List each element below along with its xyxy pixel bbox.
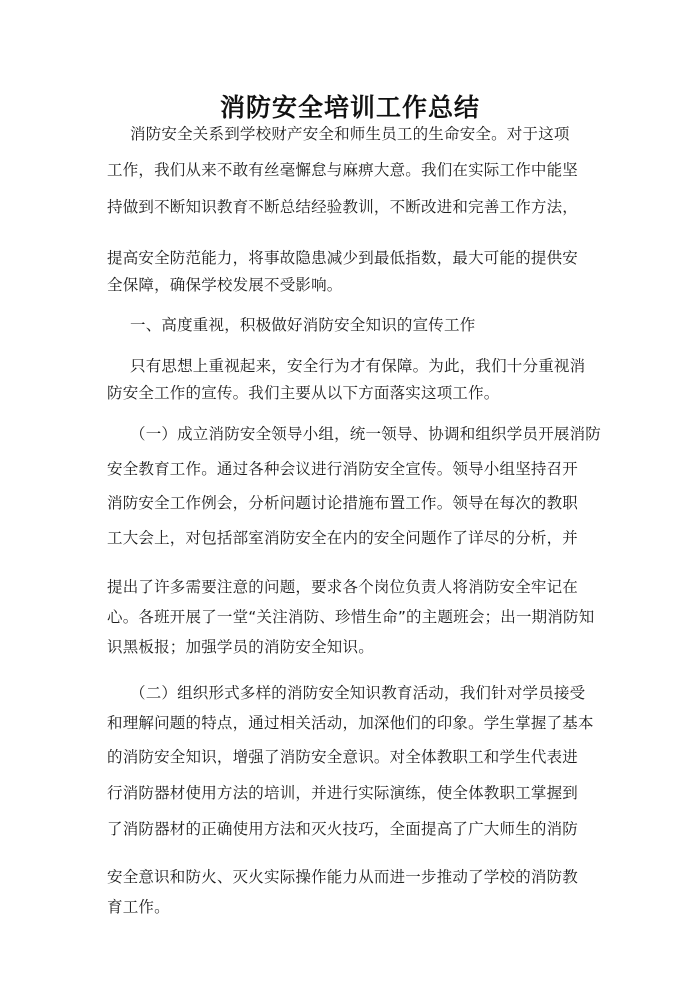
- paragraph-line: 全保障，确保学校发展不受影响。: [107, 276, 343, 294]
- paragraph-line: 消防安全工作例会，分析问题讨论措施布置工作。领导在每次的教职: [107, 494, 579, 512]
- paragraph-line: 安全意识和防火、灭火实际操作能力从而进一步推动了学校的消防教: [107, 868, 579, 886]
- paragraph-line: 育工作。: [107, 898, 170, 916]
- paragraph-line: 提高安全防范能力，将事故隐患减少到最低指数，最大可能的提供安: [107, 249, 579, 267]
- paragraph-line: 心。各班开展了一堂“关注消防、珍惜生命”的主题班会；出一期消防知: [107, 608, 595, 626]
- paragraph-line: 防安全工作的宣传。我们主要从以下方面落实这项工作。: [107, 384, 500, 402]
- paragraph-line: 行消防器材使用方法的培训，并进行实际演练，使全体教职工掌握到: [107, 784, 579, 802]
- paragraph-line: （二）组织形式多样的消防安全知识教育活动，我们针对学员接受: [130, 684, 586, 702]
- paragraph-line: 安全教育工作。通过各种会议进行消防安全宣传。领导小组坚持召开: [107, 460, 579, 478]
- paragraph-line: 只有思想上重视起来，安全行为才有保障。为此，我们十分重视消: [130, 357, 586, 375]
- paragraph-line: 和理解问题的特点，通过相关活动，加深他们的印象。学生掌握了基本: [107, 714, 594, 732]
- paragraph-line: （一）成立消防安全领导小组，统一领导、协调和组织学员开展消防: [130, 425, 602, 443]
- document-title: 消防安全培训工作总结: [219, 93, 480, 122]
- section-heading: 一、高度重视，积极做好消防安全知识的宣传工作: [130, 316, 476, 334]
- paragraph-line: 提出了许多需要注意的问题，要求各个岗位负责人将消防安全牢记在: [107, 578, 579, 596]
- paragraph-line: 消防安全关系到学校财产安全和师生员工的生命安全。对于这项: [130, 125, 570, 143]
- paragraph-line: 持做到不断知识教育不断总结经验教训，不断改进和完善工作方法，: [107, 198, 579, 216]
- paragraph-line: 工作，我们从来不敢有丝毫懈怠与麻痹大意。我们在实际工作中能坚: [107, 161, 579, 179]
- paragraph-line: 工大会上，对包括部室消防安全在内的安全问题作了详尽的分析，并: [107, 529, 579, 547]
- paragraph-line: 的消防安全知识，增强了消防安全意识。对全体教职工和学生代表进: [107, 748, 579, 766]
- paragraph-line: 了消防器材的正确使用方法和灭火技巧，全面提高了广大师生的消防: [107, 820, 579, 838]
- paragraph-line: 识黑板报；加强学员的消防安全知识。: [107, 638, 374, 656]
